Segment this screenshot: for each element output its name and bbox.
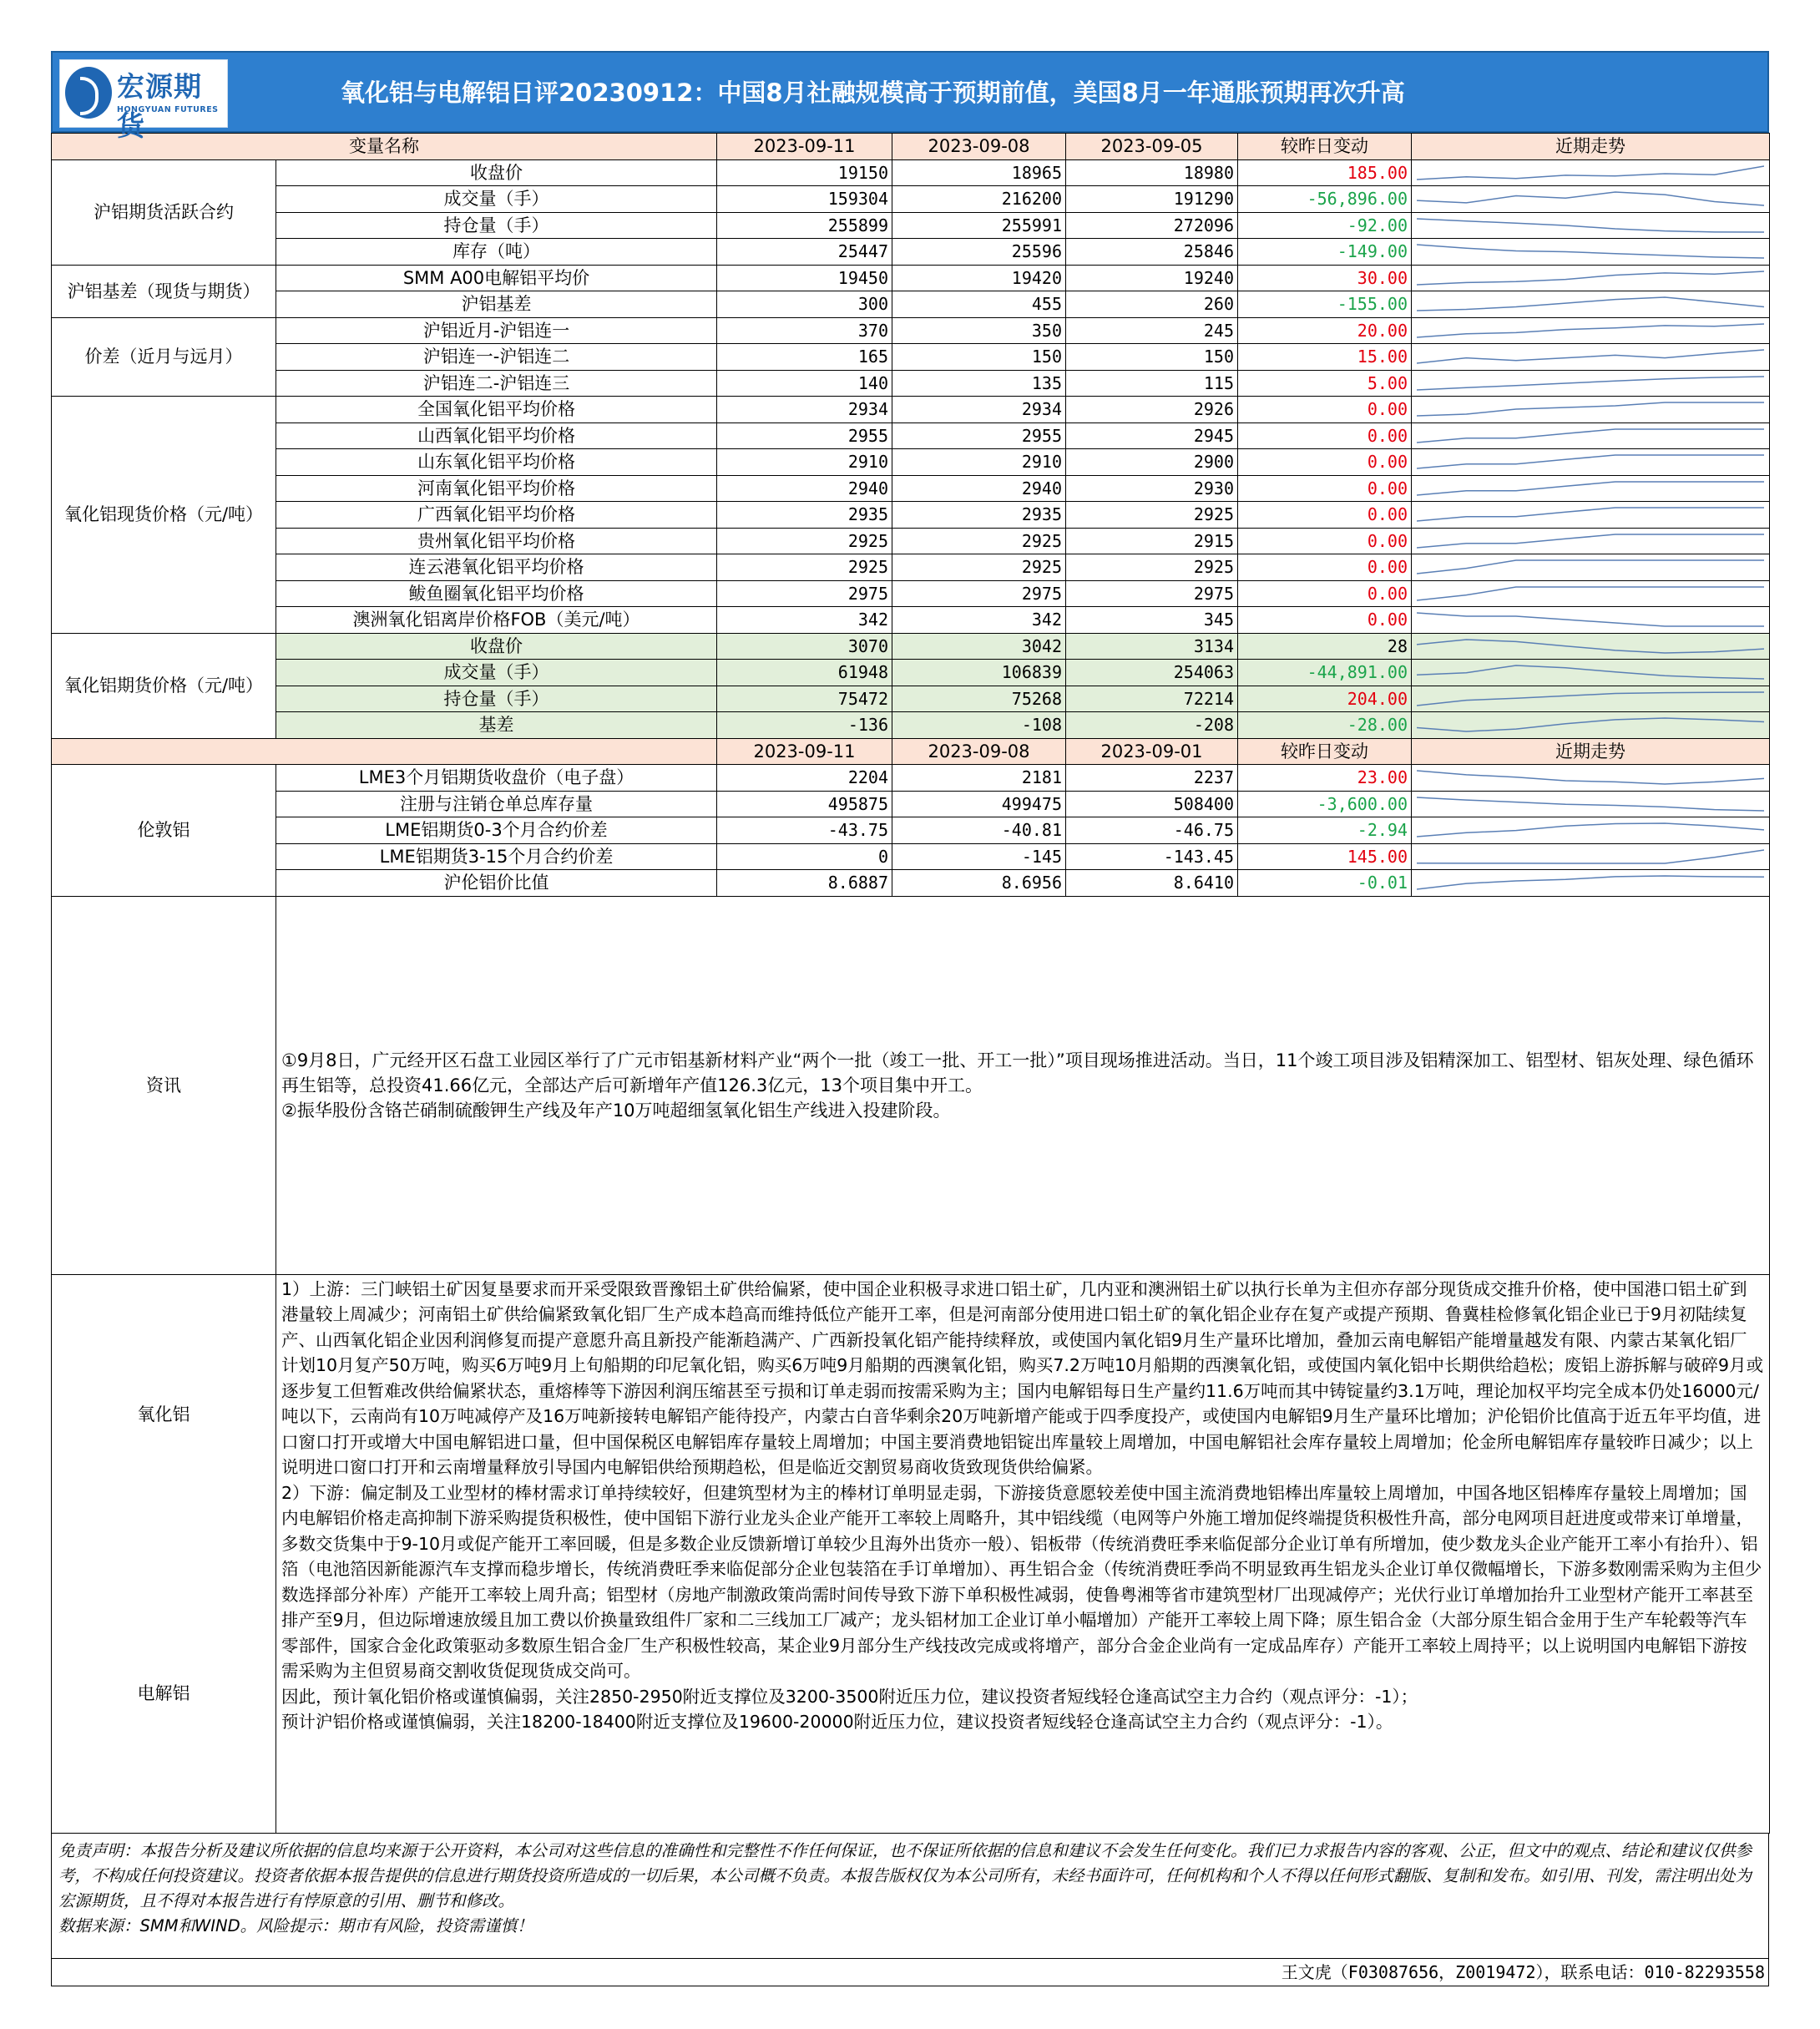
table-row (52, 686, 1770, 712)
header-variable: 变量名称 (52, 134, 717, 160)
sparkline-chart (1417, 347, 1764, 366)
value-date-2: 106839 (892, 660, 1066, 686)
variable-name: 基差 (276, 712, 717, 739)
value-date-3: 2900 (1066, 449, 1238, 476)
table-row (52, 159, 1770, 186)
variable-name: 沪铝连二-沪铝连三 (276, 370, 717, 397)
trend-sparkline (1412, 159, 1770, 186)
value-date-1: 61948 (717, 660, 892, 686)
sparkline-chart (1417, 663, 1764, 681)
trend-sparkline (1412, 317, 1770, 344)
table-row (52, 422, 1770, 449)
trend-sparkline (1412, 449, 1770, 476)
sparkline-line (1417, 876, 1764, 889)
daily-change: -56,896.00 (1238, 186, 1412, 213)
trend-sparkline (1412, 265, 1770, 291)
value-date-3: 2926 (1066, 397, 1238, 423)
value-date-3: 254063 (1066, 660, 1238, 686)
value-date-1: 255899 (717, 212, 892, 239)
daily-change: 0.00 (1238, 607, 1412, 634)
value-date-3: 2237 (1066, 765, 1238, 792)
disclaimer (51, 1834, 1769, 1959)
table-row (52, 239, 1770, 266)
value-date-1: -136 (717, 712, 892, 739)
analysis-upstream: 1）上游：三门峡铝土矿因复垦要求而开采受限致晋豫铝土矿供给偏紧，使中国企业积极寻求进口铝土矿，几内亚和澳洲铝土矿以执行长单为主但亦存部分现货成交推升价格，使中国港口铝土矿到港量较上周减少；河南铝土矿供给偏紧致氧化铝厂生产成本趋高而维持低位产能开工率，但是河南部分使用进口铝土矿的氧化铝企业存在复产或提产预期、鲁冀桂检修氧化铝企业已于9月初陆续复产、山西氧化铝企业因利润修复而提产意愿升高且新投产能渐趋满产、广西新投氧化铝产能持续释放，或使国内氧化铝9月生产量环比增加，叠加云南电解铝产能增量越发有限、内蒙古某氧化铝厂计划10月复产50万吨，购买6万吨9月上旬船期的印尼氧化铝，购买6万吨9月船期的西澳氧化铝，购买7.2万吨10月船期的西澳氧化铝，或使国内氧化铝中长期供给趋松；废铝上游拆解与破碎9月或逐步复工但暂难改供给偏紧状态，重熔棒等下游因利润压缩甚至亏损和订单走弱而按需采购为主；国内电解铝每日生产量约11.6万吨而其中铸锭量约3.1万吨，理论加权平均完全成本仍处16000元/吨以下，云南尚有10万吨减停产及16万吨新接转电解铝产能待投产，内蒙古白音华剩余20万吨新增产能或于四季度投产，或使国内电解铝9月生产量环比增加；沪伦铝价比值高于近五年平均值，进口窗口打开或增大中国电解铝进口量，但中国保税区电解铝库存量较上周增加；中国主要消费地铝锭出库量较上周增加，中国电解铝社会库存量较上周增加；伦金所电解铝库存量较昨日减少；以上说明进口窗口打开和云南增量释放引导国内电解铝供给预期趋松，但是临近交割贸易商收货致现货供给偏紧。 (281, 1278, 1764, 1477)
sparkline-chart (1417, 295, 1764, 313)
sparkline-line (1417, 692, 1764, 706)
trend-sparkline (1412, 607, 1770, 634)
variable-name: 全国氧化铝平均价格 (276, 397, 717, 423)
value-date-3: 115 (1066, 370, 1238, 397)
value-date-1: 2935 (717, 502, 892, 529)
header-trend: 近期走势 (1412, 738, 1770, 765)
value-date-2: 499475 (892, 791, 1066, 817)
sparkline-chart (1417, 848, 1764, 866)
value-date-2: 350 (892, 317, 1066, 344)
report-banner (51, 51, 1769, 142)
value-date-2: 135 (892, 370, 1066, 397)
table-row (52, 317, 1770, 344)
daily-change: 145.00 (1238, 843, 1412, 870)
data-table (51, 133, 1770, 897)
header-row (52, 134, 1770, 160)
daily-change: 0.00 (1238, 449, 1412, 476)
news-item: ①9月8日，广元经开区石盘工业园区举行了广元市铝基新材料产业“两个一批（竣工一批、开工一批）”项目现场推进活动。当日，11个竣工项目涉及铝精深加工、铝型材、铝灰处理、绿色循环再生铝等，总投资41.66亿元，全部达产后可新增年产值126.3亿元，13个项目集中开工。 (281, 1050, 1754, 1095)
sparkline-chart (1417, 374, 1764, 392)
trend-sparkline (1412, 686, 1770, 712)
value-date-2: 2940 (892, 475, 1066, 502)
value-date-2: 150 (892, 344, 1066, 371)
value-date-2: 8.6956 (892, 870, 1066, 897)
value-date-2: 2975 (892, 580, 1066, 607)
sparkline-line (1417, 350, 1764, 363)
daily-change: 30.00 (1238, 265, 1412, 291)
header-date-3: 2023-09-05 (1066, 134, 1238, 160)
table-row (52, 186, 1770, 213)
variable-name: SMM A00电解铝平均价 (276, 265, 717, 291)
disclaimer-text: 免责声明：本报告分析及建议所依据的信息均来源于公开资料，本公司对这些信息的准确性和完整性不作任何保证，也不保证所依据的信息和建议不会发生任何变化。我们已力求报告内容的客观、公正，但文中的观点、结论和建议仅供参考，不构成任何投资建议。投资者依据本报告提供的信息进行期货投资所造成的一切后果，本公司概不负责。本报告版权仅为本公司所有，未经书面许可，任何机构和个人不得以任何形式翻版、复制和发布。如引用、刊发，需注明出处为宏源期货，且不得对本报告进行有悖原意的引用、删节和修改。 (58, 1840, 1752, 1910)
news-content (276, 897, 1770, 1275)
header-trend: 近期走势 (1412, 134, 1770, 160)
sparkline-chart (1417, 716, 1764, 734)
trend-sparkline (1412, 186, 1770, 213)
analysis-alumina-view: 因此，预计氧化铝价格或谨慎偏弱，关注2850-2950附近支撑位及3200-3500附近压力位，建议投资者短线轻仓逢高试空主力合约（观点评分：-1）； (281, 1686, 1418, 1707)
value-date-1: 2975 (717, 580, 892, 607)
variable-name: 持仓量（手） (276, 212, 717, 239)
sparkline-chart (1417, 690, 1764, 708)
variable-name: 成交量（手） (276, 660, 717, 686)
table-row (52, 817, 1770, 844)
analysis-row (52, 1274, 1770, 1833)
table-row (52, 765, 1770, 792)
value-date-2: 2935 (892, 502, 1066, 529)
news-item: ②振华股份含铬芒硝制硫酸钾生产线及年产10万吨超细氢氧化铝生产线进入投建阶段。 (281, 1100, 951, 1121)
daily-change: 15.00 (1238, 344, 1412, 371)
news-label: 资讯 (52, 897, 276, 1275)
value-date-2: 3042 (892, 633, 1066, 660)
value-date-1: 75472 (717, 686, 892, 712)
value-date-2: 25596 (892, 239, 1066, 266)
daily-change: 20.00 (1238, 317, 1412, 344)
value-date-1: 2925 (717, 528, 892, 554)
value-date-3: -208 (1066, 712, 1238, 739)
variable-name: 沪伦铝价比值 (276, 870, 717, 897)
sparkline-line (1417, 429, 1764, 443)
analysis-content (276, 1274, 1770, 1833)
daily-change: -149.00 (1238, 239, 1412, 266)
sparkline-chart (1417, 584, 1764, 603)
sparkline-line (1417, 560, 1764, 574)
daily-change: -3,600.00 (1238, 791, 1412, 817)
trend-sparkline (1412, 791, 1770, 817)
value-date-2: -108 (892, 712, 1066, 739)
value-date-3: 2925 (1066, 554, 1238, 581)
header-date-2: 2023-09-08 (892, 738, 1066, 765)
variable-name: LME3个月铝期货收盘价（电子盘） (276, 765, 717, 792)
variable-name: 贵州氧化铝平均价格 (276, 528, 717, 554)
value-date-1: -43.75 (717, 817, 892, 844)
value-date-3: 508400 (1066, 791, 1238, 817)
trend-sparkline (1412, 765, 1770, 792)
variable-name: 山西氧化铝平均价格 (276, 422, 717, 449)
analysis-label-alumina: 氧化铝 (137, 1404, 190, 1424)
trend-sparkline (1412, 660, 1770, 686)
variable-name: LME铝期货3-15个月合约价差 (276, 843, 717, 870)
value-date-2: 342 (892, 607, 1066, 634)
sparkline-line (1417, 271, 1764, 285)
value-date-3: -46.75 (1066, 817, 1238, 844)
group-label: 氧化铝期货价格（元/吨） (52, 633, 276, 738)
value-date-2: 2925 (892, 554, 1066, 581)
table-row (52, 370, 1770, 397)
variable-name: 澳洲氧化铝离岸价格FOB（美元/吨） (276, 607, 717, 634)
value-date-2: 455 (892, 291, 1066, 318)
table-row (52, 712, 1770, 739)
sparkline-chart (1417, 479, 1764, 498)
header-date-2: 2023-09-08 (892, 134, 1066, 160)
sparkline-line (1417, 534, 1764, 548)
logo-icon (65, 67, 112, 119)
sparkline-line (1417, 665, 1764, 679)
variable-name: 连云港氧化铝平均价格 (276, 554, 717, 581)
analysis-labels (52, 1274, 276, 1833)
trend-sparkline (1412, 554, 1770, 581)
group-label: 氧化铝现货价格（元/吨） (52, 397, 276, 634)
daily-change: 0.00 (1238, 528, 1412, 554)
sparkline-line (1417, 166, 1764, 180)
sparkline-chart (1417, 321, 1764, 340)
sparkline-line (1417, 613, 1764, 626)
trend-sparkline (1412, 843, 1770, 870)
sparkline-line (1417, 587, 1764, 600)
value-date-3: 18980 (1066, 159, 1238, 186)
value-date-1: 8.6887 (717, 870, 892, 897)
variable-name: 收盘价 (276, 159, 717, 186)
header-blank (52, 738, 717, 765)
sparkline-line (1417, 823, 1764, 837)
sparkline-line (1417, 402, 1764, 416)
value-date-3: 260 (1066, 291, 1238, 318)
sparkline-chart (1417, 610, 1764, 629)
table-row (52, 265, 1770, 291)
value-date-3: 191290 (1066, 186, 1238, 213)
value-date-1: 2934 (717, 397, 892, 423)
sparkline-line (1417, 850, 1764, 863)
trend-sparkline (1412, 502, 1770, 529)
text-table (51, 897, 1770, 1834)
table-row (52, 475, 1770, 502)
variable-name: 沪铝基差 (276, 291, 717, 318)
sparkline-chart (1417, 400, 1764, 418)
sparkline-chart (1417, 505, 1764, 524)
value-date-2: 2181 (892, 765, 1066, 792)
value-date-3: 25846 (1066, 239, 1238, 266)
table-row (52, 344, 1770, 371)
daily-change: -44,891.00 (1238, 660, 1412, 686)
value-date-2: 75268 (892, 686, 1066, 712)
table-row (52, 528, 1770, 554)
table-row (52, 212, 1770, 239)
trend-sparkline (1412, 291, 1770, 318)
daily-change: 0.00 (1238, 422, 1412, 449)
header-change: 较昨日变动 (1238, 134, 1412, 160)
value-date-1: 0 (717, 843, 892, 870)
news-row (52, 897, 1770, 1275)
sparkline-line (1417, 324, 1764, 337)
group-label: 沪铝基差（现货与期货） (52, 265, 276, 317)
trend-sparkline (1412, 870, 1770, 897)
daily-change: 0.00 (1238, 580, 1412, 607)
table-row (52, 843, 1770, 870)
sparkline-line (1417, 508, 1764, 521)
sparkline-chart (1417, 795, 1764, 813)
sparkline-line (1417, 245, 1764, 258)
table-row (52, 607, 1770, 634)
daily-change: -155.00 (1238, 291, 1412, 318)
value-date-1: 300 (717, 291, 892, 318)
value-date-3: 150 (1066, 344, 1238, 371)
value-date-3: 3134 (1066, 633, 1238, 660)
sparkline-chart (1417, 453, 1764, 471)
logo-name-en: HONGYUAN FUTURES (117, 105, 219, 114)
value-date-2: 19420 (892, 265, 1066, 291)
sparkline-line (1417, 718, 1764, 731)
analysis-label-aluminum: 电解铝 (137, 1682, 190, 1703)
sparkline-chart (1417, 269, 1764, 287)
sparkline-line (1417, 455, 1764, 468)
sparkline-line (1417, 219, 1764, 232)
header-date-1: 2023-09-11 (717, 134, 892, 160)
table-row (52, 502, 1770, 529)
header-row-lme (52, 738, 1770, 765)
sparkline-line (1417, 771, 1764, 784)
sparkline-chart (1417, 637, 1764, 655)
daily-change: 0.00 (1238, 502, 1412, 529)
daily-change: 28 (1238, 633, 1412, 660)
group-label: 沪铝期货活跃合约 (52, 159, 276, 265)
table-row (52, 870, 1770, 897)
daily-change: 23.00 (1238, 765, 1412, 792)
trend-sparkline (1412, 344, 1770, 371)
table-row (52, 633, 1770, 660)
variable-name: 广西氧化铝平均价格 (276, 502, 717, 529)
header-date-1: 2023-09-11 (717, 738, 892, 765)
analysis-aluminum-view: 预计沪铝价格或谨慎偏弱，关注18200-18400附近支撑位及19600-20000附近压力位，建议投资者短线轻仓逢高试空主力合约（观点评分：-1）。 (281, 1712, 1393, 1732)
value-date-1: 159304 (717, 186, 892, 213)
variable-name: 河南氧化铝平均价格 (276, 475, 717, 502)
value-date-3: 2925 (1066, 502, 1238, 529)
analysis-downstream: 2）下游：偏定制及工业型材的棒材需求订单持续较好，但建筑型材为主的棒材订单明显走弱，下游接货意愿较差使中国主流消费地铝棒出库量较上周增加，中国各地区铝棒库存量较上周增加；国内电解铝价格走高抑制下游采购提货积极性，使中国铝下游行业龙头企业产能开工率较上周略升，其中铝线缆（电网等户外施工增加促终端提货积极性升高，部分电网项目赶进度或带来订单增量，多数交货集中于9-10月或促产能开工率回暖，但是多数企业反馈新增订单较少且海外出货亦一般）、铝板带（传统消费旺季来临促部分企业订单有所增加，使少数龙头企业产能开工率小有抬升）、铝箔（电池箔因新能源汽车支撑而稳步增长，传统消费旺季来临促部分企业包装箔在手订单增加）、再生铝合金（传统消费旺季尚不明显致再生铝龙头企业订单仅微幅增长，下游多数刚需采购为主但少数选择部分补库）产能开工率较上周升高；铝型材（房地产制激政策尚需时间传导致下游下单积极性减弱，使鲁粤湘等省市建筑型材厂出现减停产；光伏行业订单增加抬升工业型材产能开工率甚至排产至9月，但边际增速放缓且加工费以价换量致组件厂家和二三线加工厂减产；龙头铝材加工企业订单小幅增加）产能开工率较上周下降；原生铝合金（大部分原生铝合金用于生产车轮毂等汽车零部件，国家合金化政策驱动多数原生铝合金厂生产积极性较高，某企业9月部分生产线技改完成或将增产，部分合金企业尚有一定成品库存）产能开工率较上周持平；以上说明国内电解铝下游按需采购为主但贸易商交割收货促现货成交尚可。 (281, 1482, 1762, 1681)
variable-name: 山东氧化铝平均价格 (276, 449, 717, 476)
value-date-1: 2940 (717, 475, 892, 502)
trend-sparkline (1412, 580, 1770, 607)
daily-change: -92.00 (1238, 212, 1412, 239)
variable-name: 库存（吨） (276, 239, 717, 266)
header-change: 较昨日变动 (1238, 738, 1412, 765)
value-date-1: 165 (717, 344, 892, 371)
value-date-1: 19150 (717, 159, 892, 186)
trend-sparkline (1412, 475, 1770, 502)
value-date-3: 19240 (1066, 265, 1238, 291)
variable-name: 成交量（手） (276, 186, 717, 213)
value-date-2: 18965 (892, 159, 1066, 186)
value-date-3: 272096 (1066, 212, 1238, 239)
trend-sparkline (1412, 712, 1770, 739)
value-date-2: 2925 (892, 528, 1066, 554)
value-date-2: 216200 (892, 186, 1066, 213)
daily-change: -0.01 (1238, 870, 1412, 897)
daily-change: 0.00 (1238, 554, 1412, 581)
value-date-1: 25447 (717, 239, 892, 266)
sparkline-chart (1417, 532, 1764, 550)
variable-name: LME铝期货0-3个月合约价差 (276, 817, 717, 844)
trend-sparkline (1412, 633, 1770, 660)
sparkline-chart (1417, 768, 1764, 787)
variable-name: 鲅鱼圈氧化铝平均价格 (276, 580, 717, 607)
sparkline-chart (1417, 558, 1764, 576)
data-source: 数据来源：SMM和WIND。风险提示：期市有风险，投资需谨慎！ (58, 1915, 533, 1935)
daily-change: 204.00 (1238, 686, 1412, 712)
sparkline-line (1417, 797, 1764, 811)
trend-sparkline (1412, 239, 1770, 266)
value-date-3: 245 (1066, 317, 1238, 344)
value-date-1: 495875 (717, 791, 892, 817)
logo-name-cn: 宏源期货 (117, 70, 202, 142)
variable-name: 持仓量（手） (276, 686, 717, 712)
daily-change: 0.00 (1238, 475, 1412, 502)
value-date-1: 2204 (717, 765, 892, 792)
sparkline-chart (1417, 427, 1764, 445)
value-date-1: 370 (717, 317, 892, 344)
company-logo (59, 59, 228, 142)
value-date-1: 2955 (717, 422, 892, 449)
value-date-3: 2945 (1066, 422, 1238, 449)
value-date-2: 2934 (892, 397, 1066, 423)
daily-change: 0.00 (1238, 397, 1412, 423)
sparkline-chart (1417, 164, 1764, 182)
trend-sparkline (1412, 370, 1770, 397)
daily-change: -2.94 (1238, 817, 1412, 844)
variable-name: 沪铝近月-沪铝连一 (276, 317, 717, 344)
value-date-2: 2955 (892, 422, 1066, 449)
report-sheet (51, 51, 1769, 1986)
value-date-1: 19450 (717, 265, 892, 291)
value-date-3: 2915 (1066, 528, 1238, 554)
value-date-3: 2930 (1066, 475, 1238, 502)
trend-sparkline (1412, 397, 1770, 423)
value-date-1: 3070 (717, 633, 892, 660)
daily-change: 5.00 (1238, 370, 1412, 397)
variable-name: 沪铝连一-沪铝连二 (276, 344, 717, 371)
analyst-footer: 王文虎（F03087656，Z0019472），联系电话：010-82293558 (51, 1959, 1769, 1986)
trend-sparkline (1412, 817, 1770, 844)
table-row (52, 791, 1770, 817)
variable-name: 注册与注销仓单总库存量 (276, 791, 717, 817)
value-date-1: 2910 (717, 449, 892, 476)
value-date-3: 345 (1066, 607, 1238, 634)
sparkline-chart (1417, 216, 1764, 235)
value-date-1: 140 (717, 370, 892, 397)
daily-change: 185.00 (1238, 159, 1412, 186)
sparkline-chart (1417, 873, 1764, 892)
trend-sparkline (1412, 422, 1770, 449)
value-date-3: 2975 (1066, 580, 1238, 607)
table-row (52, 660, 1770, 686)
table-row (52, 554, 1770, 581)
value-date-1: 2925 (717, 554, 892, 581)
value-date-1: 342 (717, 607, 892, 634)
trend-sparkline (1412, 212, 1770, 239)
table-row (52, 580, 1770, 607)
report-title: 氧化铝与电解铝日评20230912：中国8月社融规模高于预期前值，美国8月一年通胀预期再次升高 (341, 78, 1405, 107)
trend-sparkline (1412, 528, 1770, 554)
table-row (52, 449, 1770, 476)
table-row (52, 397, 1770, 423)
table-row (52, 291, 1770, 318)
sparkline-line (1417, 377, 1764, 390)
variable-name: 收盘价 (276, 633, 717, 660)
sparkline-line (1417, 297, 1764, 311)
sparkline-line (1417, 482, 1764, 495)
value-date-2: -145 (892, 843, 1066, 870)
value-date-2: 255991 (892, 212, 1066, 239)
value-date-3: 72214 (1066, 686, 1238, 712)
value-date-3: 8.6410 (1066, 870, 1238, 897)
value-date-2: 2910 (892, 449, 1066, 476)
value-date-2: -40.81 (892, 817, 1066, 844)
sparkline-chart (1417, 190, 1764, 208)
sparkline-line (1417, 192, 1764, 205)
group-label: 价差（近月与远月） (52, 317, 276, 397)
header-date-3: 2023-09-01 (1066, 738, 1238, 765)
sparkline-line (1417, 640, 1764, 653)
daily-change: -28.00 (1238, 712, 1412, 739)
sparkline-chart (1417, 242, 1764, 261)
sparkline-chart (1417, 821, 1764, 839)
value-date-3: -143.45 (1066, 843, 1238, 870)
group-label: 伦敦铝 (52, 765, 276, 897)
